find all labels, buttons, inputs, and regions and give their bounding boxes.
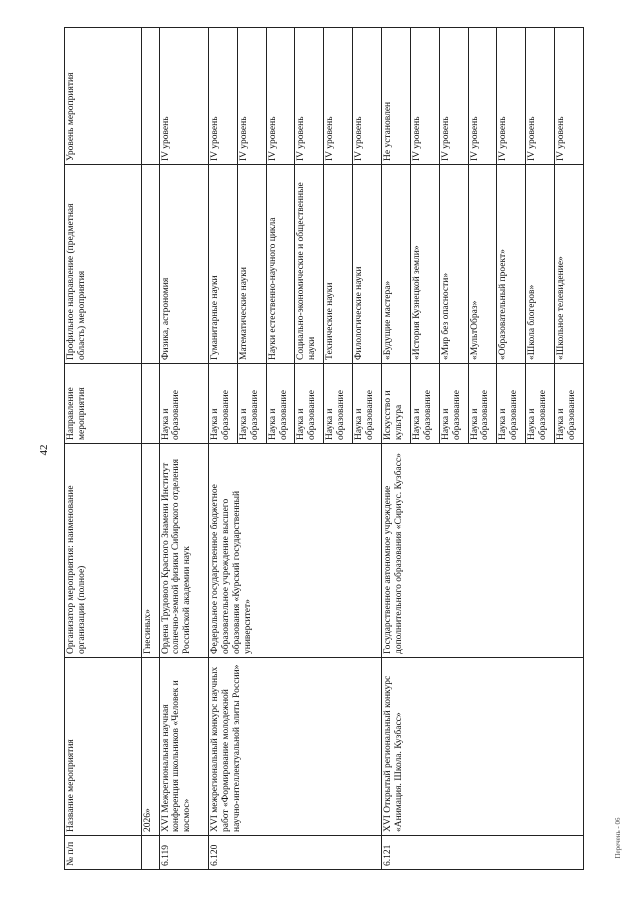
cell-level: IV уровень [295, 28, 324, 165]
cell-num: 6.119 [159, 836, 208, 870]
cell-profile: «Мир без опасности» [439, 165, 468, 364]
cell-organizer: Гнесиных» [142, 444, 160, 658]
cell-level: IV уровень [555, 28, 584, 165]
cell-profile: «Образовательный проект» [497, 165, 526, 364]
cell-level: IV уровень [353, 28, 382, 165]
cell-name: 2026» [142, 658, 160, 836]
cell-level: Не установлен [382, 28, 411, 165]
footer-note: Перечень - 06 [614, 817, 622, 859]
cell-direction: Наука и образование [159, 364, 208, 444]
cell-profile: «Школа блогеров» [526, 165, 555, 364]
cell-direction: Искусство и культура [382, 364, 411, 444]
cell-name: XVI Открытый региональный конкурс «Анимация. Школа. Кузбасс» [382, 658, 584, 836]
header-profile: Профильное направление (предметная область) мероприятия [65, 165, 142, 364]
cell-num: 6.121 [382, 836, 584, 870]
header-organizer: Организатор мероприятия: наименование организации (полное) [65, 444, 142, 658]
cell-level: IV уровень [208, 28, 237, 165]
cell-direction: Наука и образование [324, 364, 353, 444]
header-direction: Направление мероприятия [65, 364, 142, 444]
cell-profile: Науки естественно-научного цикла [266, 165, 295, 364]
table-row [382, 28, 411, 870]
rotated-table-frame [64, 28, 584, 870]
cell-level: IV уровень [237, 28, 266, 165]
cell-direction: Наука и образование [295, 364, 324, 444]
page-number: 42 [38, 444, 50, 456]
cell-profile: Математические науки [237, 165, 266, 364]
rotated-table-area [64, 28, 584, 870]
header-level: Уровень мероприятия [65, 28, 142, 165]
header-num: № п/п [65, 836, 142, 870]
cell-direction: Наука и образование [410, 364, 439, 444]
cell-organizer: Государственное автономное учреждение дополнительного образования «Сириус. Кузбасс» [382, 444, 584, 658]
cell-organizer: Федеральное государственное бюджетное образовательное учреждение высшего образования «Курский государственный университет» [208, 444, 381, 658]
events-table [64, 27, 584, 870]
cell-profile: «История Кузнецкой земли» [410, 165, 439, 364]
cell-level: IV уровень [497, 28, 526, 165]
cell-profile: «Будущие мастера» [382, 165, 411, 364]
cell-profile: Филологические науки [353, 165, 382, 364]
cell-name: XVI Межрегиональная научная конференция школьников «Человек и космос» [159, 658, 208, 836]
cell-name: XVI межрегиональный конкурс научных работ «Формирование молодежной научно-интеллектуальной элиты России» [208, 658, 381, 836]
cell-direction: Наука и образование [555, 364, 584, 444]
cell-level: IV уровень [324, 28, 353, 165]
cell-direction [142, 364, 160, 444]
header-name: Название мероприятия [65, 658, 142, 836]
cell-level: IV уровень [526, 28, 555, 165]
cell-level: IV уровень [468, 28, 497, 165]
cell-num: 6.120 [208, 836, 381, 870]
cell-level: IV уровень [439, 28, 468, 165]
continuation-row [142, 28, 160, 870]
cell-profile: Физика, астрономия [159, 165, 208, 364]
cell-num [142, 836, 160, 870]
cell-direction: Наука и образование [526, 364, 555, 444]
cell-profile: Социально-экономические и общественные науки [295, 165, 324, 364]
cell-profile [142, 165, 160, 364]
cell-profile: Гуманитарные науки [208, 165, 237, 364]
cell-profile: «МультОбраз» [468, 165, 497, 364]
header-row [65, 28, 142, 870]
cell-level [142, 28, 160, 165]
cell-level: IV уровень [410, 28, 439, 165]
table-row [159, 28, 208, 870]
cell-organizer: Ордена Трудового Красного Знамени Институт солнечно-земной физики Сибирского отделения Российской академии наук [159, 444, 208, 658]
cell-direction: Наука и образование [468, 364, 497, 444]
cell-level: IV уровень [266, 28, 295, 165]
cell-direction: Наука и образование [208, 364, 237, 444]
cell-level: IV уровень [159, 28, 208, 165]
cell-direction: Наука и образование [266, 364, 295, 444]
cell-profile: Технические науки [324, 165, 353, 364]
cell-profile: «Школьное телевидение» [555, 165, 584, 364]
cell-direction: Наука и образование [353, 364, 382, 444]
cell-direction: Наука и образование [439, 364, 468, 444]
cell-direction: Наука и образование [497, 364, 526, 444]
cell-direction: Наука и образование [237, 364, 266, 444]
table-row [208, 28, 237, 870]
